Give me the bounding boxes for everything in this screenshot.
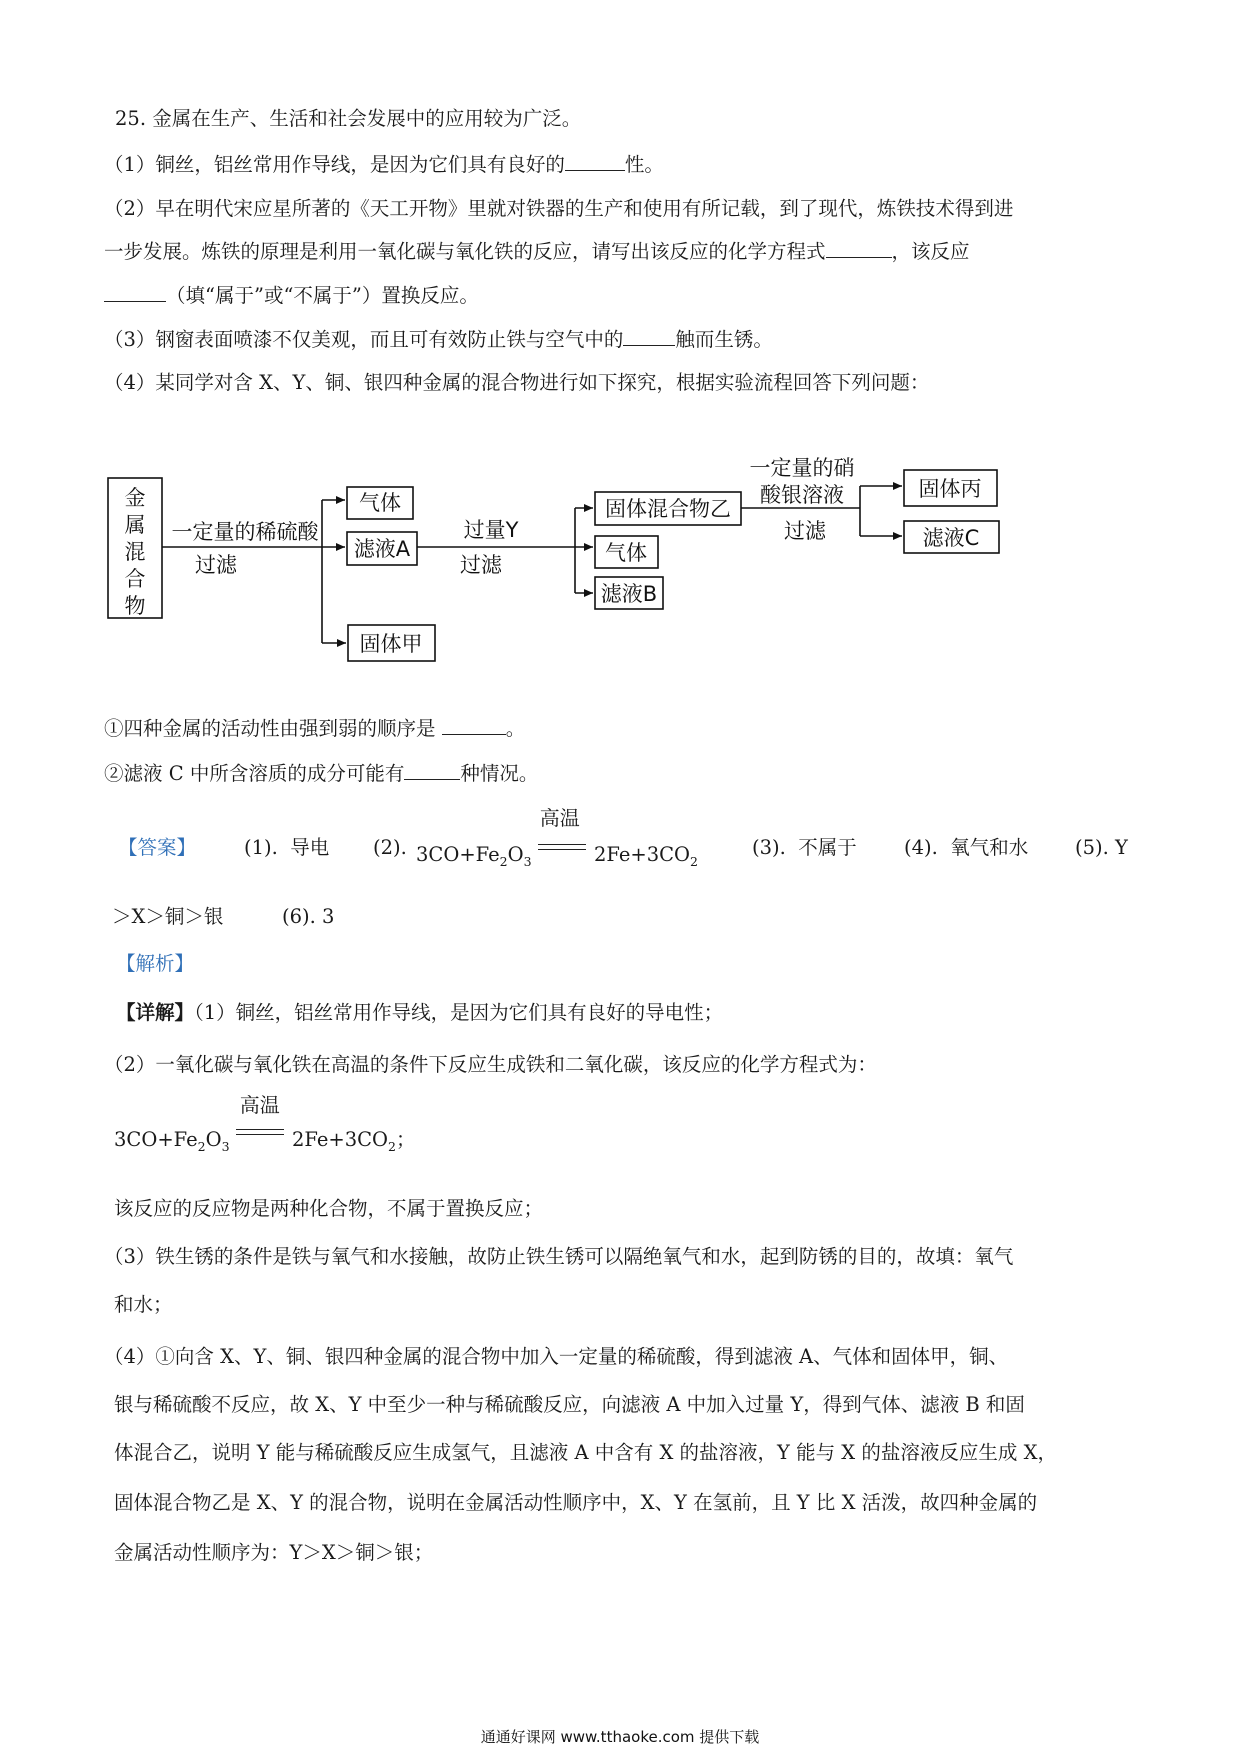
analysis-paragraph-3: 该反应的反应物是两种化合物，不属于置换反应； bbox=[114, 1197, 544, 1220]
reagent-3-line-2: 酸银溶液 bbox=[760, 483, 844, 507]
answer-2-equation: $3CO+Fe_2O_3$ 高温 $2Fe+3CO_2$ bbox=[416, 806, 698, 869]
answer-1: (1). 导电 bbox=[244, 836, 330, 859]
question-4-2: ②滤液 C 中所含溶质的成分可能有 种情况。 bbox=[104, 762, 539, 785]
question-part-1: （1）铜丝，铝丝常用作导线，是因为它们具有良好的 性。 bbox=[104, 153, 664, 176]
filtrate-c-label: 滤液C bbox=[922, 526, 980, 550]
analysis-paragraph-5-line-5: 金属活动性顺序为：Y＞X＞铜＞银； bbox=[114, 1541, 434, 1564]
start-char-3: 混 bbox=[124, 540, 146, 564]
analysis-label: 【解析】 bbox=[116, 952, 195, 975]
answer-6: (6). 3 bbox=[282, 905, 335, 928]
answer-label: 【答案】 bbox=[118, 836, 197, 859]
gas-2-label: 气体 bbox=[605, 541, 647, 565]
op-1-label: 过滤 bbox=[195, 553, 237, 577]
reagent-2-label: 过量Y bbox=[463, 518, 519, 542]
question-part-2-line-1: （2）早在明代宋应星所著的《天工开物》里就对铁器的生产和使用有所记载，到了现代，炼铁技术得到进 bbox=[104, 197, 1014, 220]
blank-2[interactable] bbox=[826, 238, 892, 258]
blank-6[interactable] bbox=[404, 760, 460, 780]
answer-5-cont: ＞X＞铜＞银 bbox=[112, 905, 224, 928]
start-char-1: 金 bbox=[124, 486, 146, 510]
solid-bing-label: 固体丙 bbox=[918, 477, 982, 501]
solid-jia-label: 固体甲 bbox=[359, 632, 423, 656]
question-part-4: （4）某同学对含 X、Y、铜、银四种金属的混合物进行如下探究，根据实验流程回答下列问题： bbox=[104, 371, 930, 394]
question-stem: 25. 金属在生产、生活和社会发展中的应用较为广泛。 bbox=[115, 107, 582, 130]
analysis-paragraph-4-line-1: （3）铁生锈的条件是铁与氧气和水接触，故防止铁生锈可以隔绝氧气和水，起到防锈的目的，故填：氧气 bbox=[104, 1245, 1014, 1268]
analysis-equation-double-arrow bbox=[236, 1129, 284, 1135]
blank-4[interactable] bbox=[623, 326, 675, 346]
answer-3: (3). 不属于 bbox=[752, 836, 857, 859]
analysis-paragraph-5-line-1: （4）①向含 X、Y、铜、银四种金属的混合物中加入一定量的稀硫酸，得到滤液 A、气体和固体甲，铜、 bbox=[104, 1345, 1009, 1368]
analysis-paragraph-2: （2）一氧化碳与氧化铁在高温的条件下反应生成铁和二氧化碳，该反应的化学方程式为： bbox=[104, 1053, 877, 1076]
analysis-paragraph-5-line-2: 银与稀硫酸不反应，故 X、Y 中至少一种与稀硫酸反应，向滤液 A 中加入过量 Y，得到气体、滤液 B 和固 bbox=[114, 1393, 1025, 1416]
answer-4: (4). 氧气和水 bbox=[904, 836, 1029, 859]
start-char-2: 属 bbox=[124, 513, 146, 537]
reagent-3-line-1: 一定量的硝 bbox=[749, 456, 855, 480]
analysis-equation: $3CO+Fe_2O_3$ 高温 $2Fe+3CO_2$； bbox=[114, 1093, 416, 1154]
analysis-paragraph-5-line-4: 固体混合物乙是 X、Y 的混合物，说明在金属活动性顺序中，X、Y 在氢前，且 Y 比 X 活泼，故四种金属的 bbox=[114, 1491, 1038, 1514]
filtrate-b-label: 滤液B bbox=[600, 582, 658, 606]
start-char-4: 合 bbox=[124, 567, 146, 591]
op-2-label: 过滤 bbox=[460, 553, 502, 577]
blank-1[interactable] bbox=[565, 151, 625, 171]
gas-1-label: 气体 bbox=[359, 491, 401, 515]
analysis-paragraph-4-line-2: 和水； bbox=[114, 1293, 173, 1316]
solid-yi-label: 固体混合物乙 bbox=[605, 497, 731, 521]
op-3-label: 过滤 bbox=[784, 519, 826, 543]
equation-condition: 高温 bbox=[539, 806, 580, 830]
question-4-1: ①四种金属的活动性由强到弱的顺序是 。 bbox=[104, 717, 526, 740]
filtrate-a-label: 滤液A bbox=[353, 537, 411, 561]
blank-5[interactable] bbox=[442, 715, 506, 735]
experiment-flow-diagram bbox=[100, 450, 1140, 690]
question-part-2-line-3: （填“属于”或“不属于”）置换反应。 bbox=[104, 282, 479, 309]
blank-3[interactable] bbox=[104, 282, 166, 302]
equation-double-arrow bbox=[538, 844, 586, 850]
reagent-1-label: 一定量的稀硫酸 bbox=[171, 520, 319, 544]
analysis-paragraph-1: 【详解】（1）铜丝，铝丝常用作导线，是因为它们具有良好的导电性； bbox=[116, 1001, 724, 1024]
question-part-2-line-2: 一步发展。炼铁的原理是利用一氧化碳与氧化铁的反应，请写出该反应的化学方程式 ，该反应 bbox=[104, 240, 970, 263]
page-footer: 通通好课网 www.tthaoke.com 提供下载 bbox=[480, 1728, 760, 1746]
analysis-paragraph-5-line-3: 体混合乙，说明 Y 能与稀硫酸反应生成氢气，且滤液 A 中含有 X 的盐溶液，Y 能与 X 的盐溶液反应生成 X， bbox=[114, 1441, 1057, 1464]
start-char-5: 物 bbox=[124, 594, 146, 618]
analysis-equation-condition: 高温 bbox=[239, 1093, 280, 1117]
answer-2-num: (2). bbox=[373, 836, 407, 859]
answer-5: (5). Y bbox=[1075, 836, 1128, 859]
question-part-3: （3）钢窗表面喷漆不仅美观，而且可有效防止铁与空气中的 触而生锈。 bbox=[104, 328, 773, 351]
